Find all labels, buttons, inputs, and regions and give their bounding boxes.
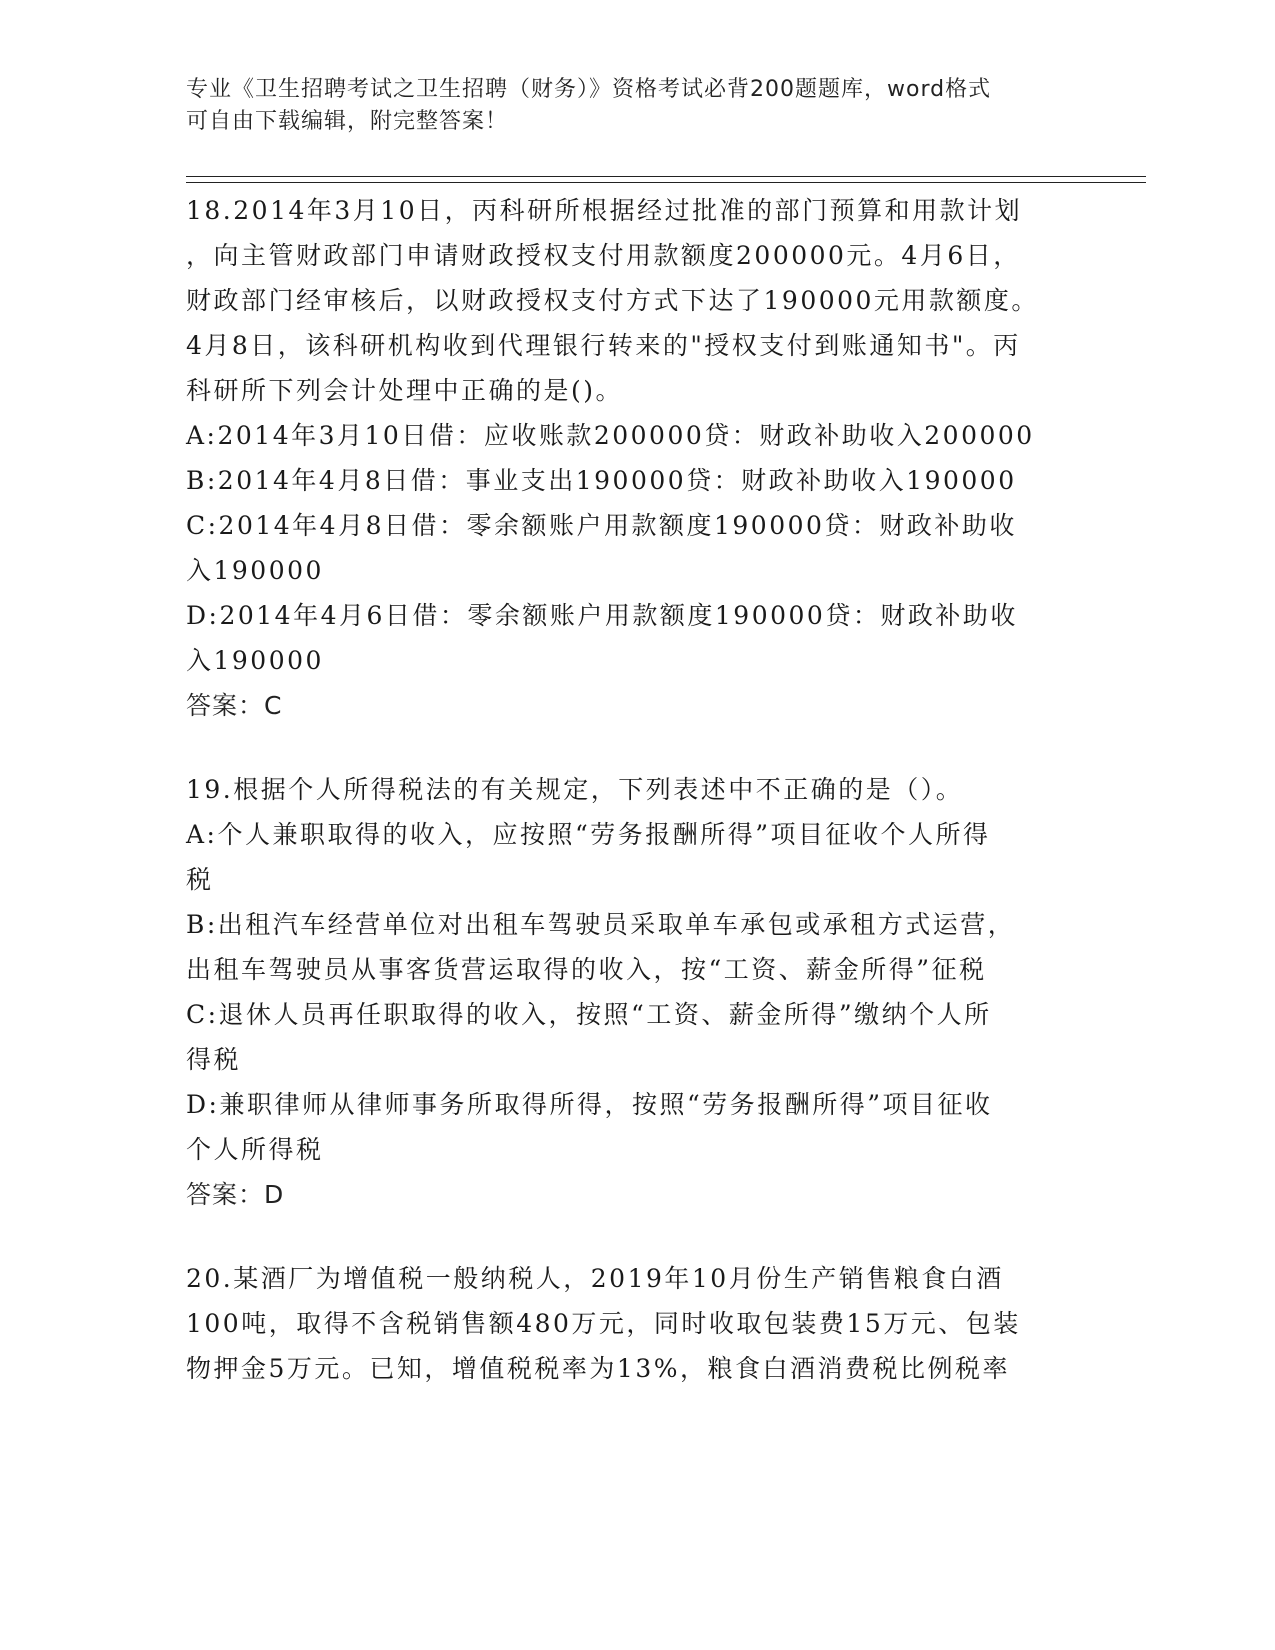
question-line: 财政部门经审核后，以财政授权支付方式下达了190000元用款额度。 bbox=[186, 286, 1039, 315]
option-c: C:退休人员再任职取得的收入，按照“工资、薪金所得”缴纳个人所 bbox=[186, 1000, 992, 1029]
question-line: 4月8日，该科研机构收到代理银行转来的"授权支付到账通知书"。丙 bbox=[186, 331, 1021, 360]
question-line: ，向主管财政部门申请财政授权支付用款额度200000元。4月6日， bbox=[186, 241, 1021, 270]
question-line: 科研所下列会计处理中正确的是()。 bbox=[186, 376, 624, 405]
header-divider-bottom bbox=[186, 182, 1146, 183]
document-body bbox=[186, 188, 1086, 1391]
option-d-continued: 个人所得税 bbox=[186, 1135, 324, 1164]
option-a: A:个人兼职取得的收入，应按照“劳务报酬所得”项目征收个人所得 bbox=[186, 820, 991, 849]
question-line: 18.2014年3月10日，丙科研所根据经过批准的部门预算和用款计划 bbox=[186, 196, 1023, 225]
option-a: A:2014年3月10日借：应收账款200000贷：财政补助收入200000 bbox=[186, 421, 1035, 450]
option-b: B:出租汽车经营单位对出租车驾驶员采取单车承包或承租方式运营， bbox=[186, 910, 1016, 939]
option-d-continued: 入190000 bbox=[186, 646, 324, 675]
question-line: 19.根据个人所得税法的有关规定，下列表述中不正确的是（）。 bbox=[186, 775, 964, 804]
option-d: D:兼职律师从律师事务所取得所得，按照“劳务报酬所得”项目征收 bbox=[186, 1090, 993, 1119]
option-c: C:2014年4月8日借：零余额账户用款额度190000贷：财政补助收 bbox=[186, 511, 1017, 540]
answer-label: 答案：C bbox=[186, 691, 283, 720]
header-divider-top bbox=[186, 176, 1146, 177]
document-header bbox=[186, 74, 1086, 138]
option-b: B:2014年4月8日借：事业支出190000贷：财政补助收入190000 bbox=[186, 466, 1017, 495]
option-a-continued: 税 bbox=[186, 865, 214, 894]
option-b-continued: 出租车驾驶员从事客货营运取得的收入，按“工资、薪金所得”征税 bbox=[186, 955, 987, 984]
option-c-continued: 入190000 bbox=[186, 556, 324, 585]
question-20 bbox=[186, 1256, 1086, 1391]
question-line: 物押金5万元。已知，增值税税率为13%，粮食白酒消费税比例税率 bbox=[186, 1354, 1010, 1383]
question-18 bbox=[186, 188, 1086, 728]
option-c-continued: 得税 bbox=[186, 1045, 242, 1074]
header-line-1: 专业《卫生招聘考试之卫生招聘（财务）》资格考试必背200题题库，word格式 bbox=[186, 77, 992, 102]
question-line: 20.某酒厂为增值税一般纳税人，2019年10月份生产销售粮食白酒 bbox=[186, 1264, 1004, 1293]
question-line: 100吨，取得不含税销售额480万元，同时收取包装费15万元、包装 bbox=[186, 1309, 1021, 1338]
answer-label: 答案：D bbox=[186, 1180, 285, 1209]
option-d: D:2014年4月6日借：零余额账户用款额度190000贷：财政补助收 bbox=[186, 601, 1018, 630]
header-line-2: 可自由下载编辑，附完整答案！ bbox=[186, 109, 509, 134]
question-19 bbox=[186, 767, 1086, 1217]
